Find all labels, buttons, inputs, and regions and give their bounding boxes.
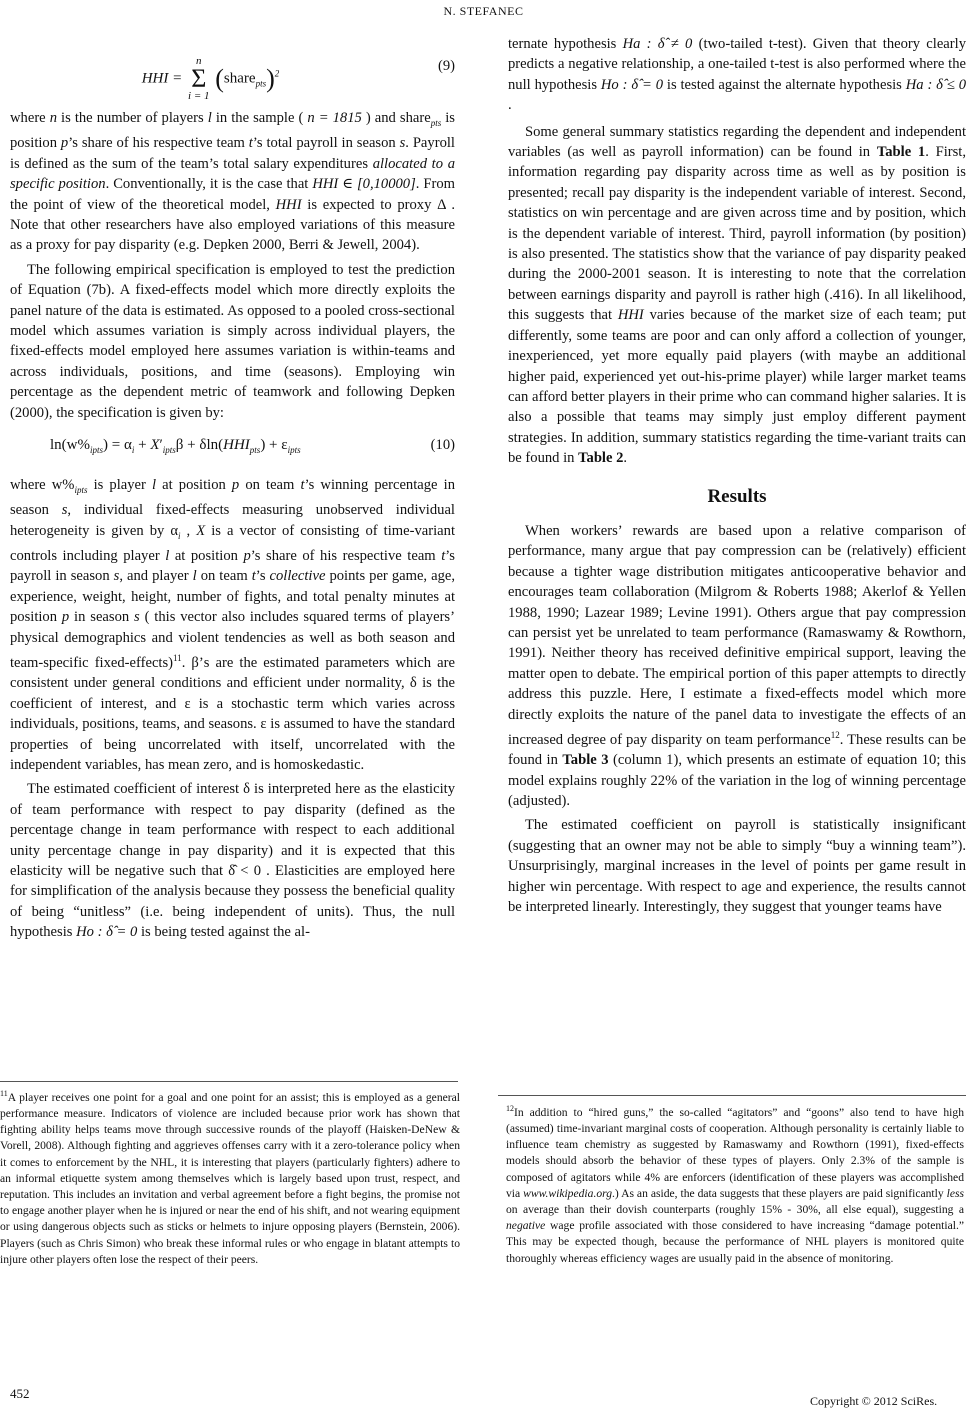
- footnote-12: $^{12}$In addition to “hired guns,” the so-called “agitators” and “goons” also tend to have high (assumed) time-invariant marginal costs of cooperation. Although personality is certainly liable to influence team chemistry as suggested by Ramaswamy and Rowthorn (1991), fixed-effects models should absorb the behavior of these types of players. Only 2.3% of the sample is composed of agitators while 4% are enforcers (identification of these players was accomplished via www.wikipedia.org.) As an aside, the data suggests that these players are paid significantly less on average than their dovish counterparts (roughly 15% - 30%, all else equal), suggesting a negative wage profile associated with those considered to have increasing “damage potential.” This may be expected though, because the performance of NHL players is monitored quite thoroughly whereas efficiency wages are usually paid in the absence of monitoring.: [506, 1104, 965, 1265]
- paragraph-variables: where $w\%_{ipts}$ is player l at position p on team t’s winning percentage in season s, individual fixed-effects measuring unobserved individual heterogeneity is given by $\alpha_i$ , X is a vector of consisting of time-variant controls including player l at position p’s share of his respective team t’s payroll in season s, and player l on team t’s collective points per game, age, experience, weight, height, number of fights, and total penalty minutes at position p in season s ( this vector also includes squared terms of players’ physical demographics and violent tendencies as well as both season and team-specific fixed-effects)$^{11}$. β’s are the estimated parameters which are consistent under general conditions and efficient under normality, δ is the coefficient of interest, and ε is a stochastic term which varies across individuals, positions, teams, and seasons. ε is assumed to have the standard properties of being uncorrelated with itself, uncorrelated with the independent variables, has mean zero, and is homoskedastic.: [10, 477, 455, 773]
- paragraph-elasticity: The estimated coefficient of interest δ is interpreted here as the elasticity of team performance with respect to pay disparity (defined as the percentage change in team performance with respect to each additional unity percentage change in pay disparity) and it is expected that this elasticity will be negative such that δ̂ < 0 . Elasticities are employed here for simplification of the analysis because they possess the beneficial quality of being “unitless” (i.e. being independent of units). Thus, the null hypothesis Ho : δ̂ = 0 is being tested against the al-: [10, 781, 455, 941]
- page-number: 452: [10, 1386, 30, 1401]
- left-column: [10, 34, 455, 943]
- paragraph-payroll-coefficient: The estimated coefficient on payroll is statistically insignificant (suggesting that an owner may not be able to simply “buy a winning team”). Unsurprisingly, marginal increases in the level of points per game result in higher win percentage. With respect to age and experience, the results cannot be interpreted linearly. Interestingly, they suggest that younger teams have: [508, 817, 966, 916]
- equation-9: [10, 38, 455, 102]
- equation-10-number: (10): [430, 437, 455, 453]
- equation-10: [10, 429, 455, 465]
- equation-9-body: HHI = n Σ i = 1 (share$_{pts}$)$^2$: [141, 55, 280, 102]
- paragraph-summary-statistics: Some general summary statistics regarding the dependent and independent variables (as well as payroll information) can be found in Table 1. First, information regarding pay disparity across time as well as by position is presented; recall pay disparity is the independent variable of interest. Second, statistics on win percentage and are given across time and by position, which is the dependent variable of interest. Third, payroll information (by position) is also presented. The statistics show that the variance of pay disparity peaked during the 2000-2001 season. It is interesting to note that the correlation between earnings disparity and payroll is rather high (.416). In all likelihood, this suggests that HHI varies because of the market size of each team; put differently, some teams are poor and can only afford a collection of younger, inexperienced, yet more equally paid players (with maybe an additional higher paid, experienced yet out-his-prime player) while larger market teams can afford better players in their prime who can command higher salaries. It is also a possible that teams may simply just employ different payment strategies. In addition, summary statistics regarding the time-variant traits can be found in Table 2.: [508, 123, 967, 467]
- footnote-rule-left: [0, 1081, 458, 1082]
- paragraph-specification: The following empirical specification is employed to test the prediction of Equation (7b). A fixed-effects model which more directly exploits the panel nature of the data is estimated. As opposed to a pooled cross-sectional model which assumes variation is simply across individual players, the fixed-effects model employed here assumes variation is within-teams and across individuals, positions, and time (seasons). Employing win percentage as the dependent metric of teamwork and following Depken (2000), the specification is given by:: [10, 261, 455, 421]
- equation-9-number: (9): [437, 58, 455, 74]
- running-header: N. STEFANEC: [443, 4, 524, 18]
- paragraph-results-intro: When workers’ rewards are based upon a relative comparison of performance, many argue that pay compression can be (relatively) efficient because a tighter wage distribution mitigates anticooperative behavior and encourages team collaboration (Milgrom & Roberts 1988; Akerlof & Yellen 1988, 1990; Lazear 1989; Levine 1991). Others argue that pay compression can persist yet be unrelated to team performance (Ramaswamy & Rowthorn, 1991). Neither theory has received definitive empirical support, leaving the matter open to debate. The empirical portion of this paper attempts to directly address this puzzle. Here, I estimate a fixed-effects model which more directly exploits the nature of the panel data to investigate the effects of an increased degree of pay disparity on team performance$^{12}$. These results can be found in Table 3 (column 1), which presents an estimate of equation 10; this model explains roughly 22% of the variation in the log of winning percentage (adjusted).: [508, 522, 967, 810]
- section-heading-results: Results: [707, 485, 767, 507]
- copyright-notice: Copyright © 2012 SciRes.: [810, 1394, 938, 1408]
- paragraph-hhi-definition: where n is the number of players l in the sample ( n = 1815 ) and share$_{pts}$ is position p’s share of his respective team t’s total payroll in season s. Payroll is defined as the sum of the team’s total salary expenditures allocated to a specific position. Conventionally, it is the case that HHI ∈ [0,10000]. From the point of view of the theoretical model, HHI is expected to proxy Δ . Note that other researchers have also employed variations of this measure as a proxy for pay disparity (e.g. Depken 2000, Berri & Jewell, 2004).: [10, 110, 456, 254]
- footnote-rule-right: [498, 1095, 966, 1096]
- footnote-11: $^{11}$A player receives one point for a goal and one point for an assist; this is employed as a general performance measure. Indicators of violence are included because prior work has shown that fighting ability helps teams move through successive rounds of the playoff (Haisken-DeNew & Vorell, 2008). Although fighting and aggrieves offenses carry with it a zero-tolerance policy when it comes to enforcement by the NHL, it is interesting that players (particularly fighters) adhere to an informal etiquette system among themselves which is largely based upon trust, respect, and reputation. This includes an invitation and verbal agreement before a fight begins, the promise not to engage another player when he is injured or near the end of his shift, and not wearing equipment or using dangerous objects such as sticks or helmets to injure opposing players (Bernstein, 2006). Players (such as Chris Simon) who break these informal rules or who engage in blatant attempts to injure other players often lose the respect of their peers.: [0, 1089, 460, 1266]
- summation-symbol: n Σ i = 1: [188, 55, 210, 102]
- paragraph-alternate-hypothesis: ternate hypothesis Ha : δ̂ ≠ 0 (two-tailed t-test). Given that theory clearly predicts a negative relationship, a one-tailed t-test is also performed where the null hypothesis Ho : δ̂ = 0 is tested against the alternate hypothesis Ha : δ̂ ≤ 0 .: [508, 36, 967, 114]
- equation-10-body: $\ln(w\%_{ipts}) = \alpha_i + X'_{ipts}\beta + \delta\ln(HHI_{pts}) + \varepsilon_{ipts}$: [50, 437, 301, 455]
- right-column: [508, 34, 966, 918]
